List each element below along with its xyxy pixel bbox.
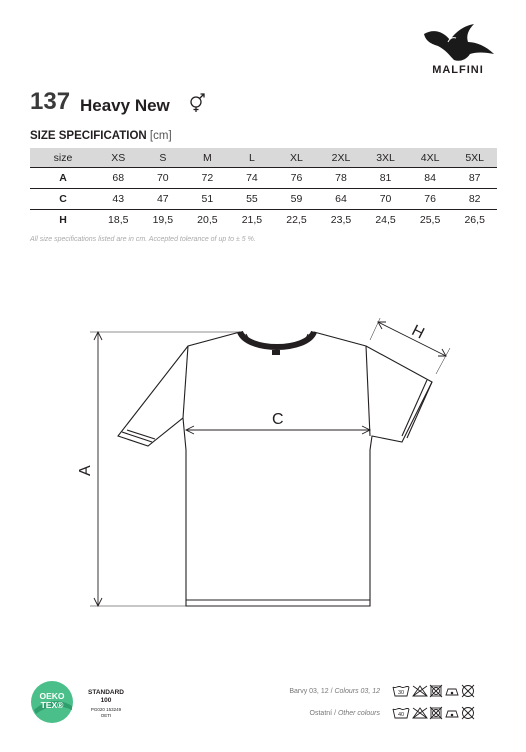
- size-header: XL: [274, 148, 319, 168]
- size-header: 4XL: [408, 148, 453, 168]
- table-cell: 43: [96, 189, 141, 210]
- size-header: XS: [96, 148, 141, 168]
- dimension-a: [90, 332, 242, 606]
- table-cell: 24,5: [375, 214, 396, 226]
- table-cell: 59: [274, 189, 319, 210]
- table-cell: 23,5: [330, 214, 352, 226]
- table-cell: 18,5: [108, 214, 129, 226]
- care-symbols-row-2: [392, 706, 488, 720]
- row-label: H: [59, 214, 67, 226]
- colours-alt: Colours 03, 12: [334, 688, 380, 695]
- neck-label: [272, 350, 280, 355]
- table-cell: 74: [230, 168, 275, 189]
- row-label: C: [30, 189, 96, 210]
- colours-line-2: Ostatní / Other colours: [309, 710, 380, 717]
- size-header: 5XL: [452, 148, 497, 168]
- size-spec-title-text: SIZE SPECIFICATION: [30, 130, 147, 142]
- standard-number: 100: [100, 697, 112, 704]
- size-header: 3XL: [363, 148, 408, 168]
- table-row: [30, 210, 497, 231]
- size-header: S: [141, 148, 186, 168]
- tshirt-diagram: [60, 318, 480, 618]
- size-table: [30, 148, 497, 230]
- table-cell: 20,5: [197, 214, 218, 226]
- size-header: M: [185, 148, 230, 168]
- wash-temp-2: 40: [397, 712, 405, 718]
- table-cell: 78: [319, 168, 364, 189]
- table-cell: 70: [141, 168, 186, 189]
- other-colours-alt: Other colours: [337, 710, 380, 717]
- header-label: size: [30, 148, 96, 168]
- wash-temp-1: 30: [397, 690, 405, 696]
- oeko-text-bottom: TEX®: [40, 700, 64, 710]
- table-cell: 84: [408, 168, 453, 189]
- row-label: A: [30, 168, 96, 189]
- tolerance-note: All size specifications listed are in cm. Accepted tolerance of up to ± 5 %.: [30, 236, 256, 243]
- table-cell: 76: [274, 168, 319, 189]
- product-name: Heavy New: [80, 96, 170, 115]
- table-cell: 81: [363, 168, 408, 189]
- table-cell: 26,5: [464, 214, 485, 226]
- colours-main: Barvy 03, 12: [289, 688, 329, 695]
- table-cell: 25,5: [419, 214, 441, 226]
- other-colours-main: Ostatní: [309, 710, 333, 717]
- table-cell: 55: [230, 189, 275, 210]
- label-h: H: [408, 322, 427, 343]
- table-cell: 21,5: [241, 214, 263, 226]
- label-a: A: [77, 465, 94, 476]
- unisex-icon: [188, 91, 206, 113]
- standard-label: [86, 689, 126, 705]
- table-cell: 82: [452, 189, 497, 210]
- cert-code: PG020 153249: [90, 707, 122, 712]
- size-spec-title: [30, 130, 172, 142]
- table-cell: 19,5: [152, 214, 174, 226]
- table-cell: 64: [319, 189, 364, 210]
- certification-code: [86, 707, 126, 719]
- size-header: 2XL: [319, 148, 364, 168]
- label-c: C: [272, 411, 284, 428]
- table-cell: 51: [185, 189, 230, 210]
- table-row: [30, 189, 497, 210]
- brand-name: MALFINI: [432, 64, 484, 76]
- table-cell: 76: [408, 189, 453, 210]
- table-row: [30, 168, 497, 189]
- product-number: 137: [30, 88, 71, 115]
- table-cell: 47: [141, 189, 186, 210]
- table-cell: 68: [96, 168, 141, 189]
- size-header: L: [230, 148, 275, 168]
- care-symbols-row-1: [392, 684, 488, 698]
- table-cell: 70: [363, 189, 408, 210]
- collar: [240, 332, 314, 347]
- table-header-row: [30, 148, 497, 168]
- table-cell: 72: [185, 168, 230, 189]
- table-cell: 87: [452, 168, 497, 189]
- table-cell: 22,5: [286, 214, 307, 226]
- size-spec-unit: [cm]: [149, 130, 172, 142]
- dimension-h: [370, 318, 450, 374]
- colours-line-1: Barvy 03, 12 / Colours 03, 12: [289, 688, 380, 695]
- cert-institute: OETI: [100, 713, 112, 718]
- oeko-text-top: OEKO: [39, 691, 65, 701]
- oeko-tex-badge: [30, 680, 74, 724]
- standard-text: STANDARD: [88, 689, 124, 696]
- tshirt-outline: [118, 332, 432, 606]
